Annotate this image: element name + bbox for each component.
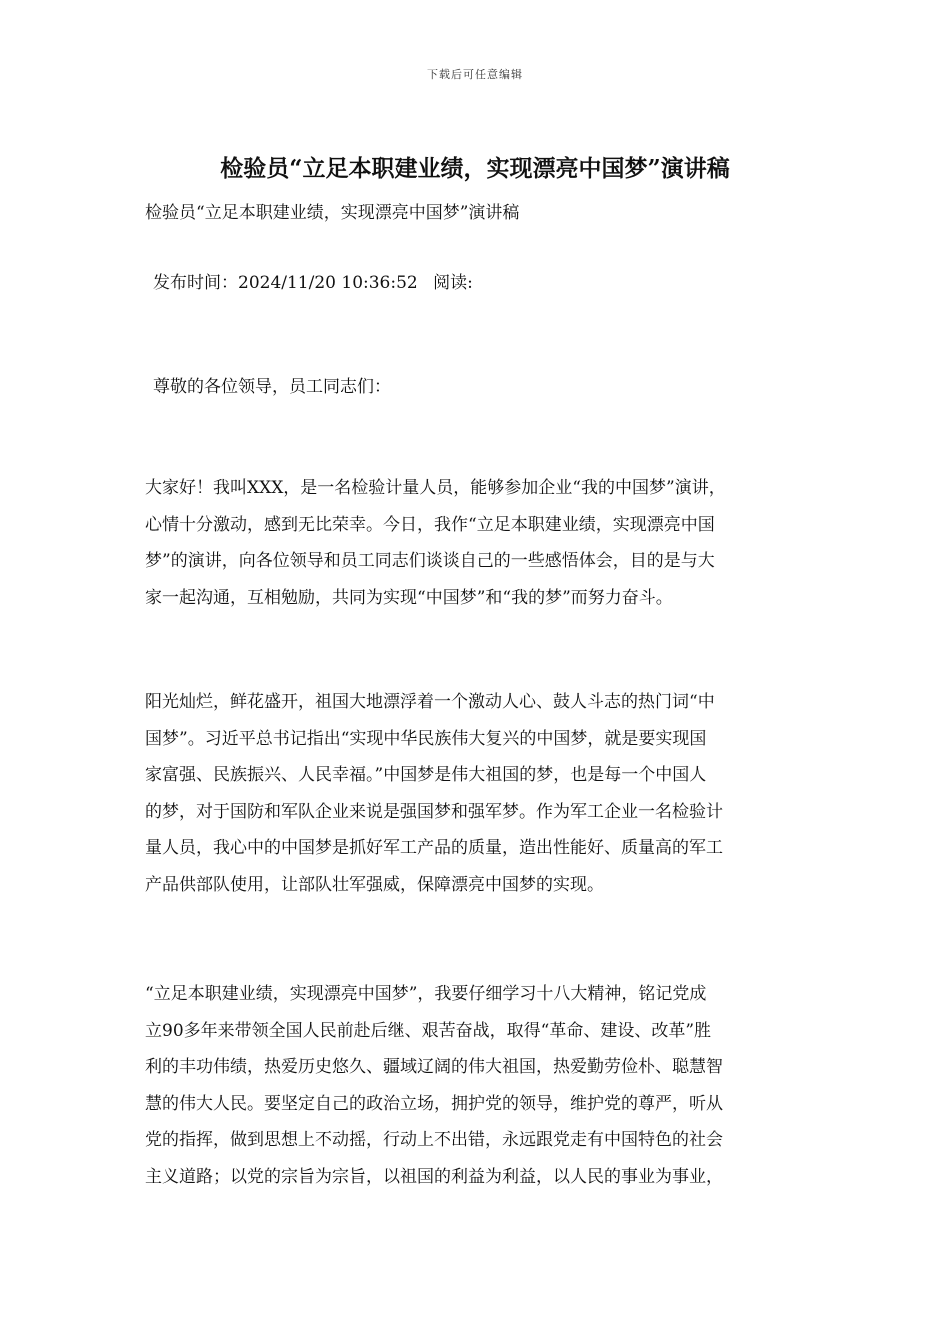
document-title: 检验员“立足本职建业绩，实现漂亮中国梦”演讲稿 <box>220 155 730 182</box>
paragraph-line: 主义道路；以党的宗旨为宗旨，以祖国的利益为利益，以人民的事业为事业， <box>145 1166 723 1187</box>
greeting: 尊敬的各位领导，员工同志们： <box>153 377 391 397</box>
paragraph-1 <box>145 470 825 616</box>
paragraph-line: 慧的伟大人民。要坚定自己的政治立场，拥护党的领导，维护党的尊严，听从 <box>145 1093 723 1114</box>
paragraph-line: 立90多年来带领全国人民前赴后继、艰苦奋战，取得“革命、建设、改革”胜 <box>145 1020 712 1041</box>
paragraph-line: 阳光灿烂，鲜花盛开，祖国大地漂浮着一个激动人心、鼓人斗志的热门词“中 <box>145 692 715 712</box>
publish-time: 2024/11/20 10:36:52 <box>238 273 418 293</box>
paragraph-line: 产品供部队使用，让部队壮军强威，保障漂亮中国梦的实现。 <box>145 874 604 895</box>
paragraph-line: 家一起沟通，互相勉励，共同为实现“中国梦”和“我的梦”而努力奋斗。 <box>145 587 673 608</box>
paragraph-line: 的梦，对于国防和军队企业来说是强国梦和强军梦。作为军工企业一名检验计 <box>145 801 723 822</box>
paragraph-line: 国梦”。习近平总书记指出“实现中华民族伟大复兴的中国梦，就是要实现国 <box>145 728 707 749</box>
paragraph-line: 大家好！我叫XXX，是一名检验计量人员，能够参加企业“我的中国梦”演讲， <box>145 478 726 498</box>
header-note: 下载后可任意编辑 <box>427 68 523 81</box>
paragraph-line: 利的丰功伟绩，热爱历史悠久、疆域辽阔的伟大祖国，热爱勤劳俭朴、聪慧智 <box>145 1057 723 1077</box>
read-label: 阅读: <box>433 273 473 293</box>
paragraph-3 <box>145 976 825 1195</box>
paragraph-line: 党的指挥，做到思想上不动摇，行动上不出错，永远跟党走有中国特色的社会 <box>145 1130 723 1150</box>
paragraph-line: 梦”的演讲，向各位领导和员工同志们谈谈自己的一些感悟体会，目的是与大 <box>145 551 715 571</box>
paragraph-2 <box>145 684 825 903</box>
publish-meta <box>153 268 833 293</box>
publish-label: 发布时间： <box>153 273 238 293</box>
paragraph-line: “立足本职建业绩，实现漂亮中国梦”，我要仔细学习十八大精神，铭记党成 <box>145 984 707 1004</box>
paragraph-line: 量人员，我心中的中国梦是抓好军工产品的质量，造出性能好、质量高的军工 <box>145 838 723 858</box>
paragraph-line: 家富强、民族振兴、人民幸福。”中国梦是伟大祖国的梦，也是每一个中国人 <box>145 765 707 785</box>
document-subtitle: 检验员“立足本职建业绩，实现漂亮中国梦”演讲稿 <box>145 203 520 223</box>
paragraph-line: 心情十分激动，感到无比荣幸。今日，我作“立足本职建业绩，实现漂亮中国 <box>145 514 715 535</box>
